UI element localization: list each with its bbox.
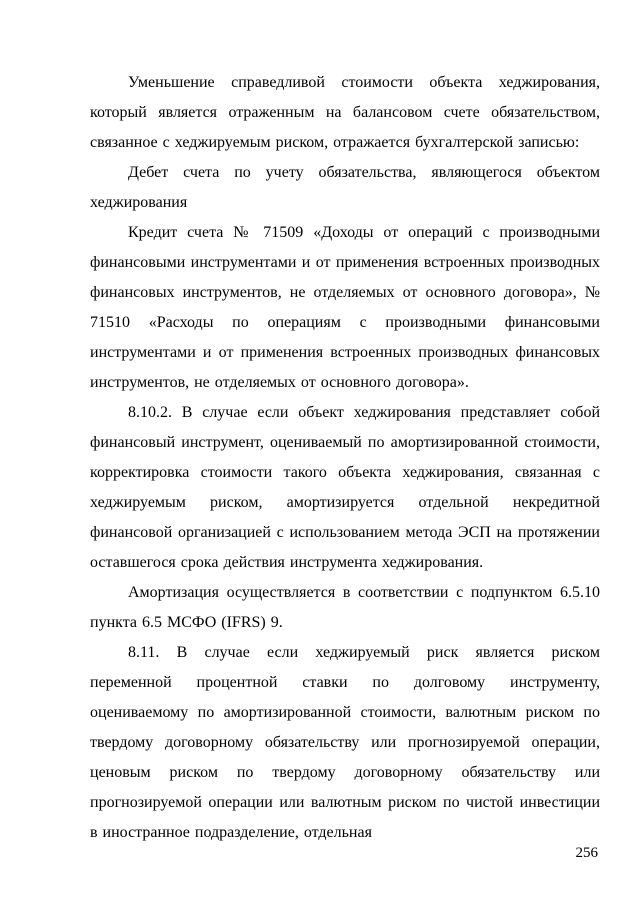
page-number: 256	[575, 845, 598, 861]
paragraph-hedge-decrease: Уменьшение справедливой стоимости объекта хеджирования, который является отраженным на балансовом счете обязательством, связанное с хеджируемым риском, отражается бухгалтерской записью:	[90, 74, 600, 151]
paragraph-8-10-2: 8.10.2. В случае если объект хеджирования представляет собой финансовый инструмент, оцениваемый по амортизированной стоимости, корректировка стоимости такого объекта хеджирования, связанная с хеджируемым риском, амортизируется отдельной некредитной финансовой организацией с использованием метода ЭСП на протяжении оставшегося срока действия инструмента хеджирования.	[90, 404, 600, 571]
paragraph-amortization: Амортизация осуществляется в соответствии с подпунктом 6.5.10 пункта 6.5 МСФО (IFRS) 9.	[90, 584, 600, 631]
paragraph-debit-account: Дебет счета по учету обязательства, являющегося объектом хеджирования	[90, 164, 600, 211]
page-content	[90, 68, 600, 848]
paragraph-8-11: 8.11. В случае если хеджируемый риск является риском переменной процентной ставки по долговому инструменту, оцениваемому по амортизированной стоимости, валютным риском по твердому договорному обязательству или прогнозируемой операции, ценовым риском по твердому договорному обязательству или прогнозируемой операции или валютным риском по чистой инвестиции в иностранное подразделение, отдельная	[90, 644, 600, 841]
paragraph-credit-account: Кредит счета № 71509 «Доходы от операций с производными финансовыми инструментами и от применения встроенных производных финансовых инструментов, не отделяемых от основного договора», № 71510 «Расходы по операциям с производными финансовыми инструментами и от применения встроенных производных финансовых инструментов, не отделяемых от основного договора».	[90, 224, 600, 391]
